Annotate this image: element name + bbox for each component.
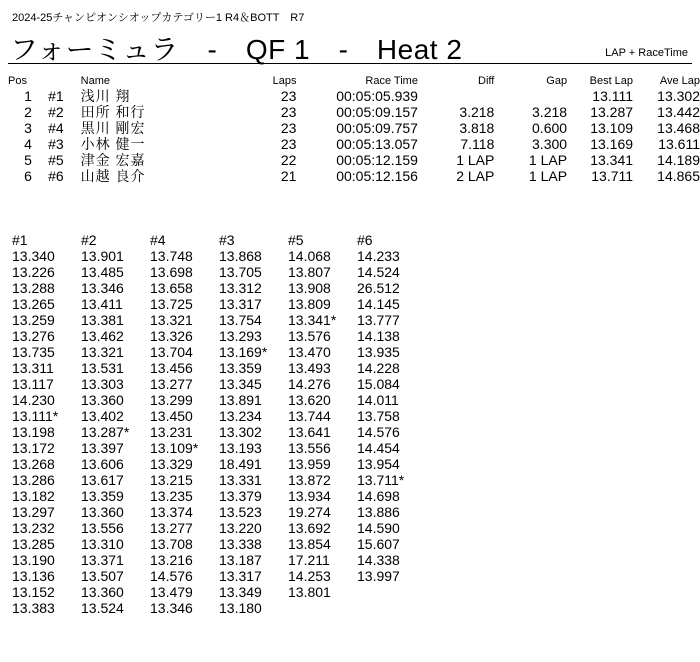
result-pos: 6 (24, 168, 32, 184)
result-laps: 23 (280, 88, 297, 104)
lap-time: 13.340 (12, 248, 55, 264)
lap-time: 13.485 (81, 264, 124, 280)
result-car-number: #5 (48, 152, 64, 168)
lap-column (150, 232, 219, 616)
lap-time: 13.801 (288, 584, 331, 600)
result-row (8, 168, 700, 184)
result-ave-lap: 13.302 (657, 88, 700, 104)
lap-column (81, 232, 150, 616)
lap-time: 13.411 (81, 296, 123, 312)
lap-time: 13.954 (357, 456, 400, 472)
page-title: フォーミュラ - QF 1 - Heat 2 (10, 34, 463, 65)
lap-time: 13.934 (288, 488, 331, 504)
result-race-time: 00:05:12.159 (336, 152, 418, 168)
result-ave-lap: 14.865 (657, 168, 700, 184)
result-ave-lap: 13.442 (657, 104, 700, 120)
lap-time: 13.524 (81, 600, 124, 616)
lap-time: 14.233 (357, 248, 400, 264)
lap-time: 13.379 (219, 488, 262, 504)
result-row (8, 152, 700, 168)
result-gap: 3.300 (532, 136, 568, 152)
lap-time: 13.190 (12, 552, 55, 568)
result-driver-name: 山越 良介 (80, 168, 146, 184)
lap-time: 13.383 (12, 600, 55, 616)
result-best-lap: 13.711 (591, 168, 634, 184)
lap-time: 13.232 (12, 520, 55, 536)
lap-time: 14.576 (150, 568, 193, 584)
col-name: Name (80, 74, 110, 87)
lap-time: 13.310 (81, 536, 124, 552)
result-row (8, 136, 700, 152)
lap-time: 13.268 (12, 456, 55, 472)
report-mode-label: LAP + RaceTime (605, 47, 688, 59)
lap-time: 14.253 (288, 568, 331, 584)
result-diff (418, 88, 494, 104)
result-laps: 23 (280, 104, 297, 120)
lap-time: 13.111* (12, 408, 59, 424)
col-no (48, 73, 81, 88)
result-laps: 23 (280, 136, 297, 152)
col-best-lap: Best Lap (589, 74, 634, 87)
lap-time: 13.704 (150, 344, 193, 360)
lap-time: 13.259 (12, 312, 55, 328)
lap-time: 13.462 (81, 328, 124, 344)
lap-time: 13.872 (288, 472, 331, 488)
lap-time: 13.692 (288, 520, 331, 536)
lap-time: 13.182 (12, 488, 55, 504)
header-divider (8, 63, 692, 64)
lap-time: 13.758 (357, 408, 400, 424)
col-laps: Laps (272, 74, 297, 87)
lap-time: 13.777 (357, 312, 400, 328)
lap-column-header: #5 (288, 232, 304, 248)
lap-time: 13.523 (219, 504, 262, 520)
lap-time: 13.641 (288, 424, 331, 440)
result-row (8, 120, 700, 136)
col-ave-lap: Ave Lap (659, 74, 700, 87)
lap-time: 13.341* (288, 312, 337, 328)
lap-time: 13.215 (150, 472, 193, 488)
lap-time: 13.935 (357, 344, 400, 360)
result-pos: 1 (24, 88, 32, 104)
lap-time: 13.288 (12, 280, 55, 296)
lap-time: 13.371 (81, 552, 124, 568)
result-diff: 2 LAP (456, 168, 495, 184)
lap-time: 14.145 (357, 296, 400, 312)
result-diff: 3.218 (459, 104, 495, 120)
lap-time: 13.287* (81, 424, 130, 440)
lap-time: 13.359 (81, 488, 124, 504)
result-race-time: 00:05:09.757 (336, 120, 418, 136)
lap-column-header: #4 (150, 232, 166, 248)
lap-time: 13.854 (288, 536, 331, 552)
lap-time: 13.381 (81, 312, 124, 328)
lap-time: 13.606 (81, 456, 124, 472)
lap-time: 13.345 (219, 376, 262, 392)
result-car-number: #1 (48, 88, 64, 104)
lap-time: 13.277 (150, 376, 193, 392)
lap-time: 26.512 (357, 280, 400, 296)
result-race-time: 00:05:09.157 (336, 104, 418, 120)
lap-time: 13.735 (12, 344, 55, 360)
lap-time: 13.169* (219, 344, 268, 360)
lap-time: 13.346 (81, 280, 124, 296)
result-row (8, 104, 700, 120)
lap-time: 13.231 (150, 424, 193, 440)
lap-column-header: #1 (12, 232, 28, 248)
result-best-lap: 13.341 (590, 152, 634, 168)
lap-time: 13.576 (288, 328, 331, 344)
lap-time: 13.891 (219, 392, 262, 408)
lap-time: 15.084 (357, 376, 400, 392)
lap-time: 13.216 (150, 552, 193, 568)
result-race-time: 00:05:05.939 (336, 88, 418, 104)
lap-time: 13.402 (81, 408, 124, 424)
lap-time: 14.698 (357, 488, 400, 504)
lap-time: 13.293 (219, 328, 262, 344)
lap-time: 13.708 (150, 536, 193, 552)
results-header-row (8, 73, 700, 88)
lap-time: 13.360 (81, 504, 124, 520)
result-driver-name: 黒川 剛宏 (80, 120, 146, 136)
lap-time: 13.326 (150, 328, 193, 344)
lap-time: 13.285 (12, 536, 55, 552)
result-ave-lap: 13.468 (657, 120, 700, 136)
lap-time: 13.331 (219, 472, 262, 488)
lap-column (219, 232, 288, 616)
lap-time: 13.908 (288, 280, 331, 296)
result-pos: 2 (24, 104, 32, 120)
lap-time: 13.493 (288, 360, 331, 376)
lap-column (357, 232, 426, 616)
lap-time: 13.531 (81, 360, 124, 376)
lap-time: 13.172 (12, 440, 55, 456)
lap-time: 14.276 (288, 376, 331, 392)
lap-time: 14.590 (357, 520, 400, 536)
lap-time: 13.321 (81, 344, 124, 360)
result-gap (494, 88, 567, 104)
result-diff: 3.818 (459, 120, 495, 136)
lap-time: 13.312 (219, 280, 262, 296)
lap-time: 13.277 (150, 520, 193, 536)
lap-time: 13.193 (219, 440, 262, 456)
lap-time: 13.303 (81, 376, 124, 392)
lap-time: 13.886 (357, 504, 400, 520)
lap-time: 13.658 (150, 280, 193, 296)
lap-time: 13.901 (81, 248, 124, 264)
result-race-time: 00:05:12.156 (336, 168, 418, 184)
lap-time: 14.454 (357, 440, 400, 456)
lap-time: 13.470 (288, 344, 331, 360)
result-gap: 3.218 (532, 104, 568, 120)
lap-time: 13.360 (81, 584, 124, 600)
lap-time: 14.524 (357, 264, 400, 280)
result-gap: 1 LAP (528, 152, 568, 168)
lap-time: 13.136 (12, 568, 55, 584)
lap-time: 14.228 (357, 360, 400, 376)
lap-time: 13.360 (81, 392, 124, 408)
lap-time: 14.230 (12, 392, 55, 408)
lap-time: 13.744 (288, 408, 331, 424)
lap-time: 13.226 (12, 264, 55, 280)
lap-time: 13.117 (12, 376, 54, 392)
lap-time: 13.809 (288, 296, 331, 312)
result-car-number: #4 (48, 120, 64, 136)
result-best-lap: 13.111 (592, 88, 634, 104)
result-car-number: #2 (48, 104, 64, 120)
lap-time: 13.479 (150, 584, 193, 600)
result-row (8, 88, 700, 104)
lap-times-grid (12, 232, 426, 616)
lap-time: 13.397 (81, 440, 124, 456)
col-pos: Pos (8, 74, 27, 87)
lap-time: 13.374 (150, 504, 193, 520)
lap-time: 13.338 (219, 536, 262, 552)
lap-time: 14.011 (357, 392, 399, 408)
lap-time: 13.959 (288, 456, 331, 472)
event-subtitle: 2024-25チャンピオンシオップカテゴリー1 R4＆BOTT R7 (12, 12, 305, 24)
result-driver-name: 浅川 翔 (80, 88, 131, 104)
lap-time: 13.868 (219, 248, 262, 264)
lap-time: 13.297 (12, 504, 55, 520)
col-race-time: Race Time (365, 74, 418, 87)
lap-time: 13.556 (81, 520, 124, 536)
lap-time: 13.620 (288, 392, 331, 408)
lap-time: 13.450 (150, 408, 193, 424)
lap-column-header: #3 (219, 232, 235, 248)
lap-time: 13.359 (219, 360, 262, 376)
result-pos: 4 (24, 136, 32, 152)
result-pos: 5 (24, 152, 32, 168)
result-car-number: #6 (48, 168, 64, 184)
lap-time: 13.698 (150, 264, 193, 280)
lap-time: 13.311 (12, 360, 54, 376)
result-driver-name: 小林 健一 (80, 136, 146, 152)
result-pos: 3 (24, 120, 32, 136)
result-car-number: #3 (48, 136, 64, 152)
result-gap: 0.600 (532, 120, 568, 136)
results-table (8, 73, 700, 184)
lap-column-header: #6 (357, 232, 373, 248)
lap-time: 13.286 (12, 472, 55, 488)
lap-time: 13.346 (150, 600, 193, 616)
lap-time: 13.754 (219, 312, 262, 328)
lap-time: 13.321 (150, 312, 193, 328)
lap-column (12, 232, 81, 616)
result-gap: 1 LAP (528, 168, 568, 184)
result-driver-name: 津金 宏嘉 (80, 152, 146, 168)
lap-time: 14.338 (357, 552, 400, 568)
lap-time: 13.198 (12, 424, 55, 440)
lap-time: 13.235 (150, 488, 193, 504)
result-ave-lap: 13.611 (658, 136, 700, 152)
lap-time: 13.109* (150, 440, 199, 456)
lap-time: 14.068 (288, 248, 331, 264)
lap-time: 13.187 (219, 552, 262, 568)
lap-column-header: #2 (81, 232, 97, 248)
result-driver-name: 田所 和行 (80, 104, 146, 120)
lap-time: 19.274 (288, 504, 331, 520)
lap-column (288, 232, 357, 616)
lap-time: 13.276 (12, 328, 55, 344)
lap-time: 13.299 (150, 392, 193, 408)
result-laps: 21 (280, 168, 297, 184)
result-laps: 23 (280, 120, 297, 136)
lap-time: 13.748 (150, 248, 193, 264)
result-best-lap: 13.169 (590, 136, 634, 152)
lap-time: 13.456 (150, 360, 193, 376)
lap-time: 13.180 (219, 600, 262, 616)
col-diff: Diff (478, 74, 495, 87)
lap-time: 13.997 (357, 568, 400, 584)
lap-time: 13.265 (12, 296, 55, 312)
lap-time: 13.807 (288, 264, 331, 280)
col-gap: Gap (546, 74, 568, 87)
lap-time: 13.617 (81, 472, 124, 488)
lap-time: 14.576 (357, 424, 400, 440)
lap-time: 15.607 (357, 536, 400, 552)
result-laps: 22 (280, 152, 297, 168)
lap-time: 14.138 (357, 328, 400, 344)
lap-time: 13.317 (219, 568, 262, 584)
lap-time: 13.302 (219, 424, 262, 440)
lap-time: 13.556 (288, 440, 331, 456)
lap-time: 18.491 (219, 456, 262, 472)
result-best-lap: 13.109 (590, 120, 634, 136)
lap-time: 13.152 (12, 584, 55, 600)
lap-time: 13.317 (219, 296, 262, 312)
lap-time: 13.725 (150, 296, 193, 312)
lap-time: 13.705 (219, 264, 262, 280)
lap-time: 13.234 (219, 408, 262, 424)
lap-time: 13.220 (219, 520, 262, 536)
result-ave-lap: 14.189 (657, 152, 700, 168)
lap-time: 17.211 (288, 552, 330, 568)
lap-time: 13.349 (219, 584, 262, 600)
result-race-time: 00:05:13.057 (336, 136, 418, 152)
result-diff: 1 LAP (456, 152, 495, 168)
lap-time: 13.711* (357, 472, 405, 488)
lap-time: 13.329 (150, 456, 193, 472)
result-best-lap: 13.287 (590, 104, 634, 120)
result-diff: 7.118 (460, 136, 495, 152)
lap-time: 13.507 (81, 568, 124, 584)
